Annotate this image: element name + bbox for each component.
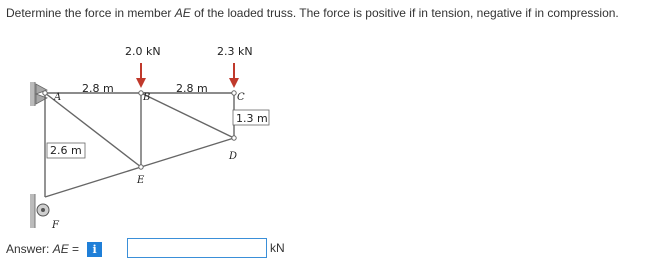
load-arrow-b bbox=[136, 63, 146, 88]
answer-label bbox=[6, 242, 79, 256]
unit-label: kN bbox=[270, 241, 285, 255]
dimension-box-cd bbox=[233, 110, 269, 125]
answer-label-prefix: Answer: bbox=[6, 242, 53, 256]
answer-row bbox=[6, 238, 285, 260]
truss-figure bbox=[0, 30, 320, 231]
node-label-c: C bbox=[237, 92, 245, 103]
answer-input[interactable] bbox=[127, 238, 267, 258]
load-label-c: 2.3 kN bbox=[217, 45, 253, 58]
dimension-bc: 2.8 m bbox=[176, 82, 208, 95]
roller-support-f bbox=[37, 204, 49, 216]
wall-support-f bbox=[30, 194, 35, 228]
dimension-ab: 2.8 m bbox=[82, 82, 114, 95]
info-icon[interactable]: i bbox=[87, 242, 102, 257]
node-label-d: D bbox=[229, 151, 238, 162]
node-label-b: B bbox=[143, 92, 151, 103]
dimension-af: 2.6 m bbox=[50, 144, 82, 157]
answer-label-var: AE bbox=[52, 242, 69, 256]
member-bd bbox=[141, 93, 234, 138]
load-label-b: 2.0 kN bbox=[125, 45, 161, 58]
node-label-e: E bbox=[137, 175, 145, 186]
question-member: AE bbox=[174, 6, 191, 20]
node-label-a: A bbox=[54, 92, 62, 103]
node-label-f: F bbox=[52, 220, 59, 231]
question-suffix: of the loaded truss. The force is positive if in tension, negative if in compression. bbox=[190, 6, 619, 20]
member-ef bbox=[45, 167, 141, 197]
dimension-box-af bbox=[47, 143, 85, 158]
load-arrow-c bbox=[229, 63, 239, 88]
member-de bbox=[141, 138, 234, 167]
dimension-cd: 1.3 m bbox=[236, 112, 268, 125]
question-text bbox=[6, 6, 619, 20]
wall-support-a bbox=[30, 82, 35, 106]
answer-label-suffix: = bbox=[68, 242, 80, 256]
question-prefix: Determine the force in member bbox=[6, 6, 175, 20]
